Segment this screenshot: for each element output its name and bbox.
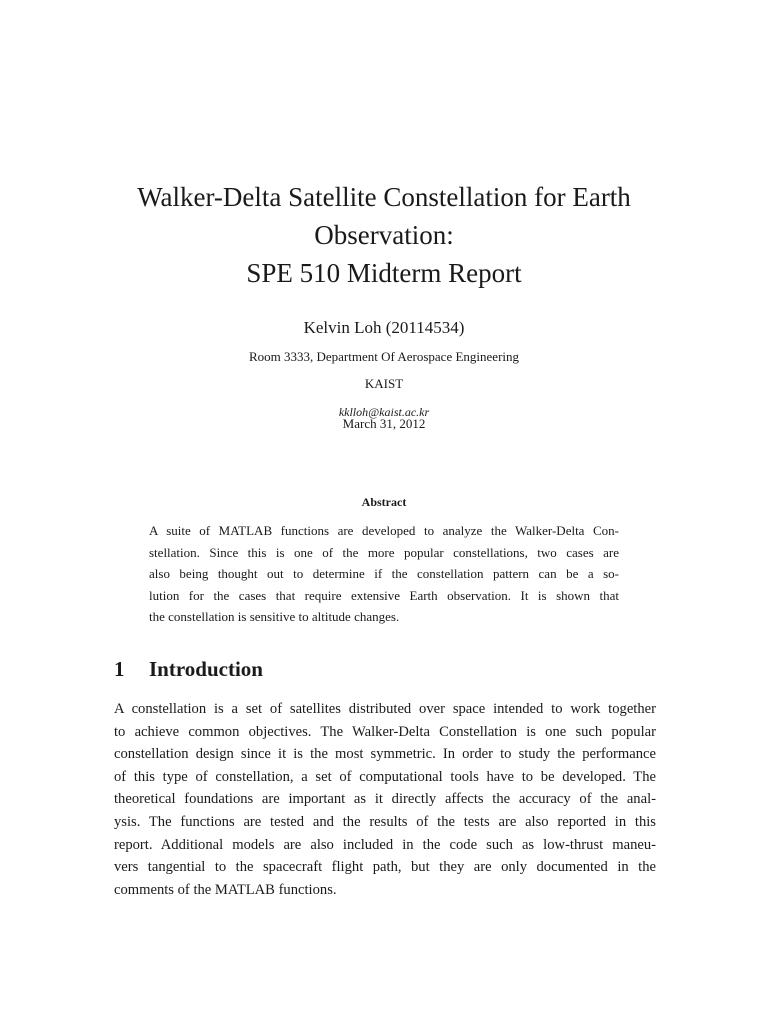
section-heading-introduction <box>114 655 654 683</box>
abstract-line: stellation. Since this is one of the more popular constellations, two cases are <box>149 544 619 560</box>
title-line-2: Observation: <box>314 220 454 250</box>
abstract-line: also being thought out to determine if the constellation pattern can be a so- <box>149 566 619 581</box>
abstract-line: the constellation is sensitive to altitude changes. <box>149 609 400 624</box>
paragraph-line: report. Additional models are also included in the code such as low-thrust maneu- <box>114 836 656 853</box>
paragraph-line: ysis. The functions are tested and the results of the tests are also reported in this <box>114 813 656 830</box>
paragraph-line: comments of the MATLAB functions. <box>114 881 337 898</box>
abstract-line: lution for the cases that require extensive Earth observation. It is shown that <box>149 587 619 603</box>
introduction-paragraph <box>114 698 656 901</box>
title-line-1: Walker-Delta Satellite Constellation for Earth <box>137 182 631 212</box>
paragraph-line: theoretical foundations are important as it directly affects the accuracy of the anal- <box>114 791 656 808</box>
affiliation-room: Room 3333, Department Of Aerospace Engineering <box>248 349 520 364</box>
paper-title <box>84 178 684 292</box>
paragraph-line: of this type of constellation, a set of computational tools have to be developed. The <box>114 768 656 785</box>
author-email: kklloh@kaist.ac.kr <box>338 405 430 419</box>
author-name: Kelvin Loh (20114534) <box>303 318 465 337</box>
affiliation-institution: KAIST <box>364 376 404 391</box>
section-number: 1 <box>114 657 125 681</box>
publication-date: March 31, 2012 <box>342 416 426 431</box>
title-line-3: SPE 510 Midterm Report <box>246 258 522 288</box>
paragraph-line: A constellation is a set of satellites distributed over space intended to work together <box>114 701 656 717</box>
abstract-line: A suite of MATLAB functions are developed to analyze the Walker-Delta Con- <box>149 523 619 538</box>
paragraph-line: vers tangential to the spacecraft flight path, but they are only documented in the <box>114 859 656 876</box>
abstract-body <box>149 520 619 628</box>
section-title: Introduction <box>149 657 263 681</box>
abstract-heading: Abstract <box>361 495 407 509</box>
paragraph-line: to achieve common objectives. The Walker-Delta Constellation is one such popular <box>114 723 656 740</box>
paragraph-line: constellation design since it is the most symmetric. In order to study the performance <box>114 746 656 763</box>
